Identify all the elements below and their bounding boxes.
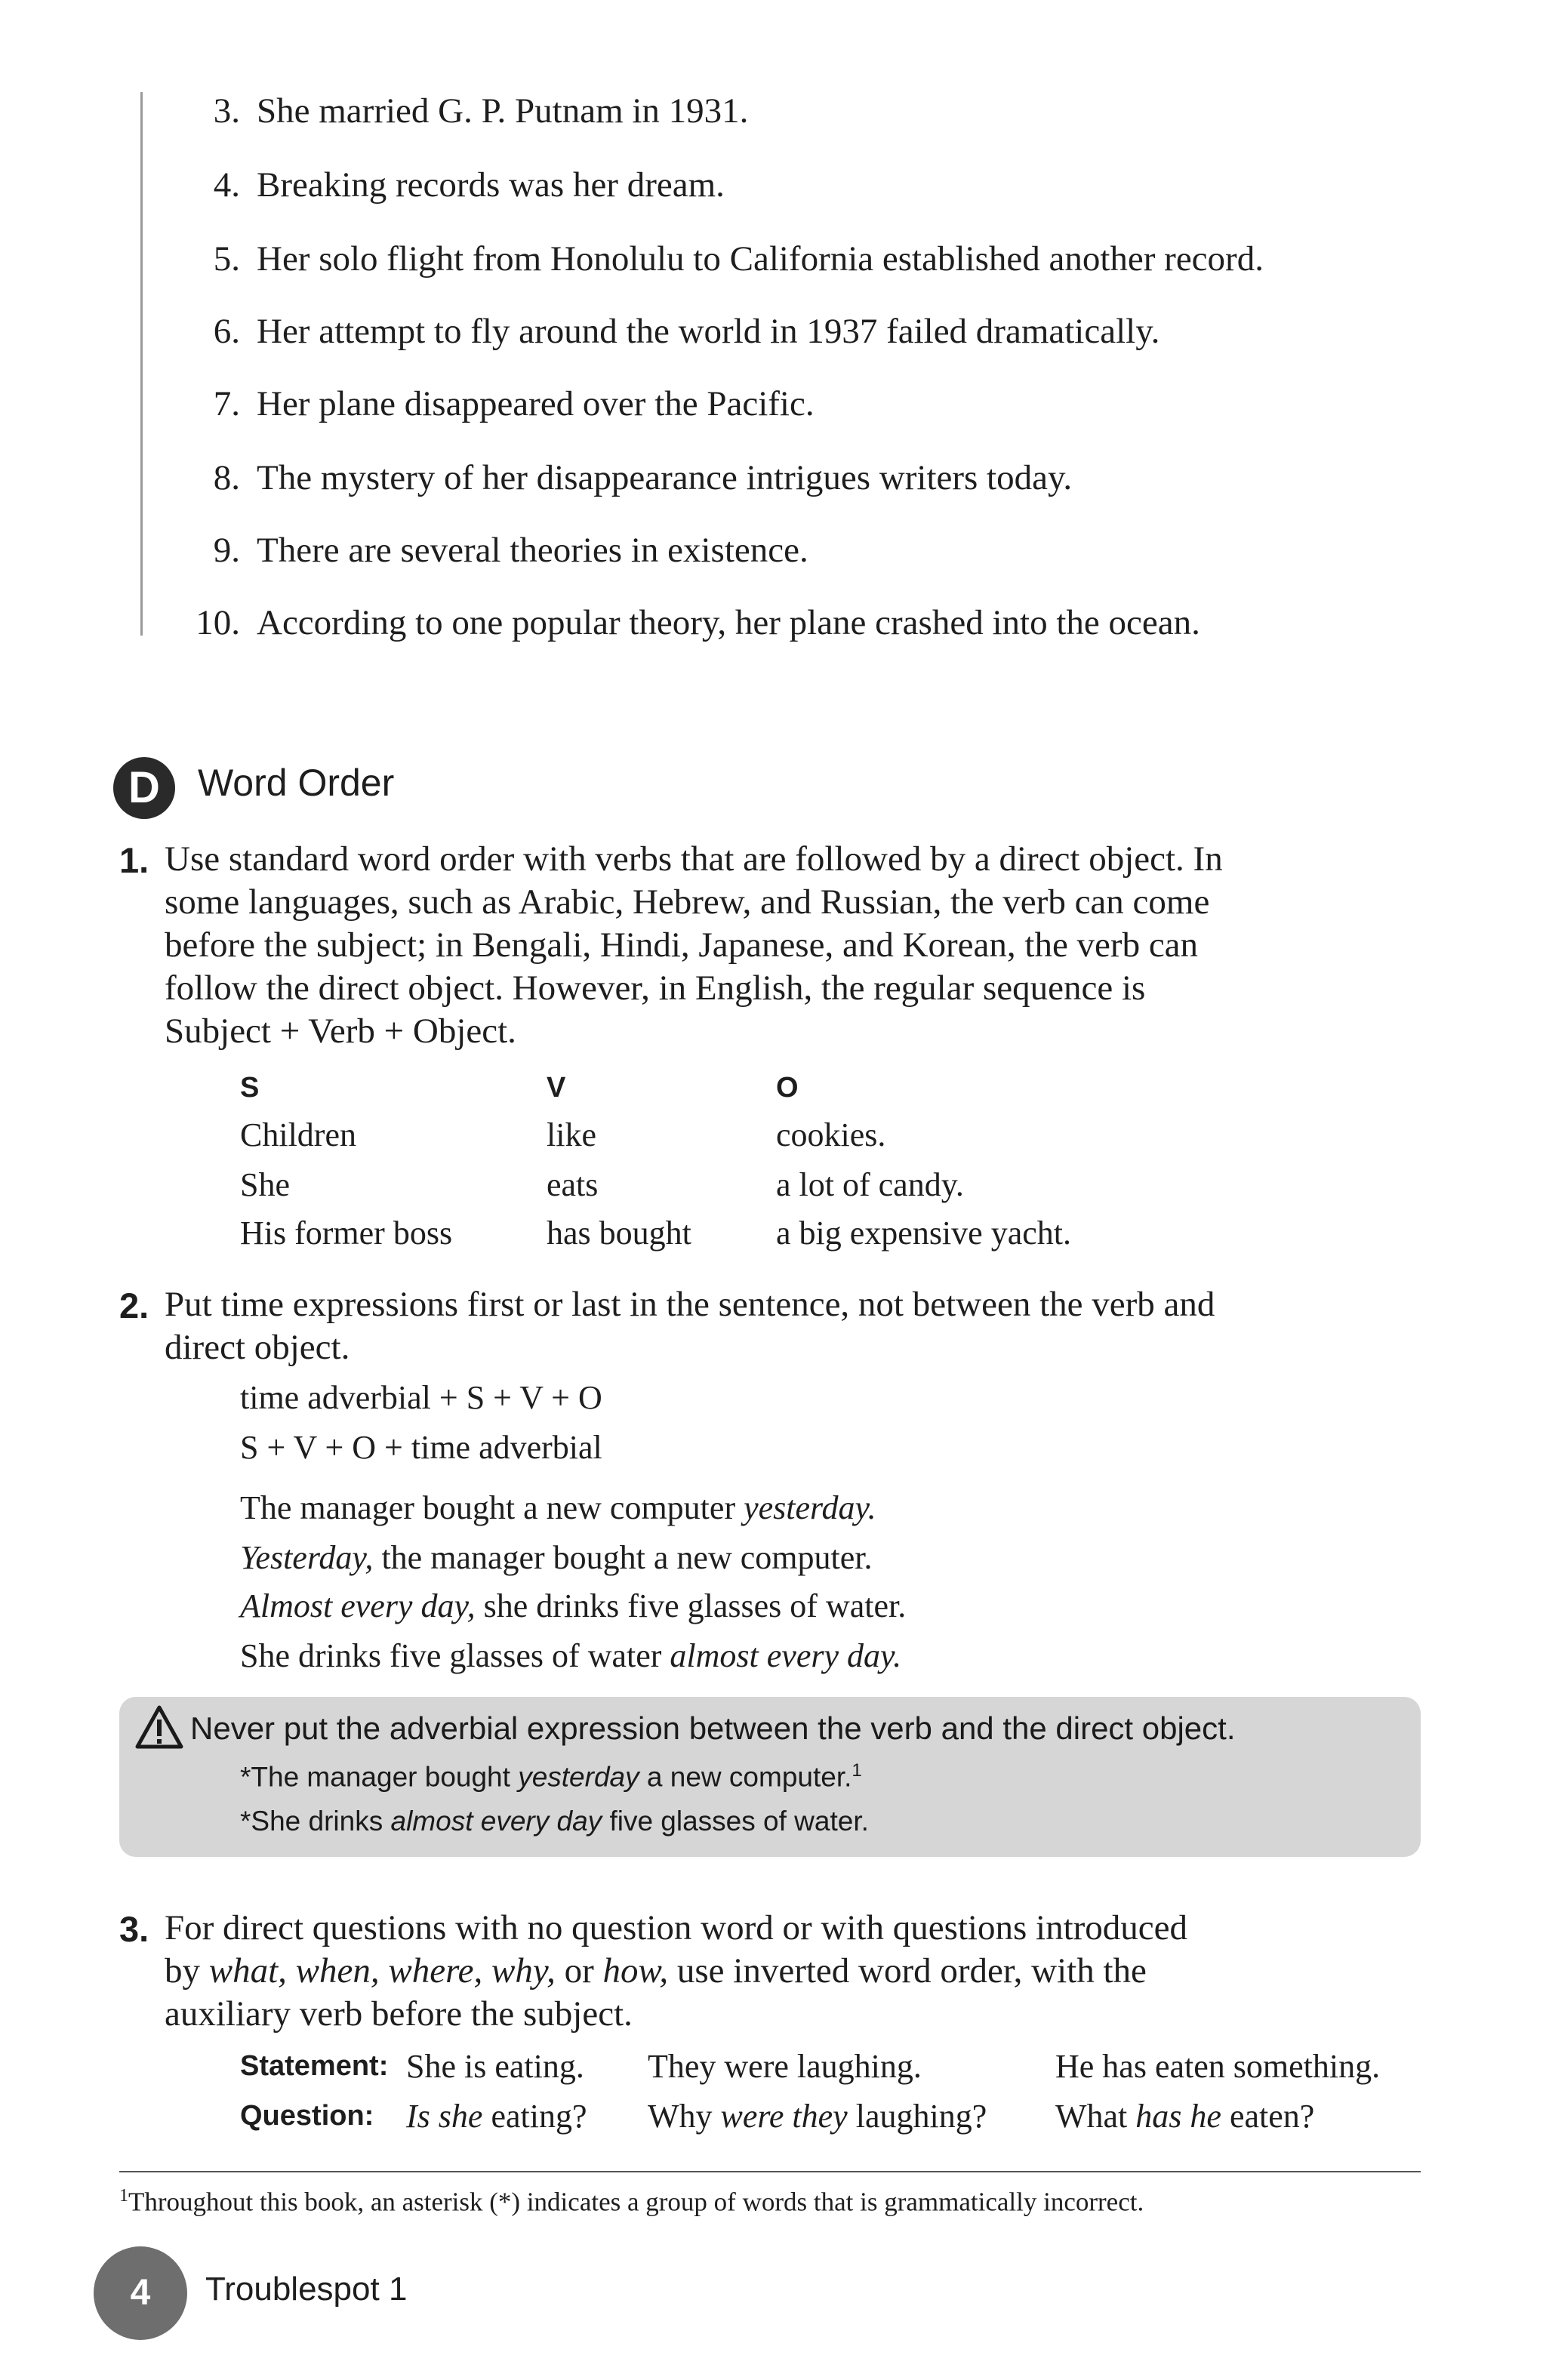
item-text: Her plane disappeared over the Pacific. [257,384,815,423]
question-example: What has he eaten? [1055,2098,1315,2135]
table-cell: eats [547,1166,599,1203]
paragraph-line: Use standard word order with verbs that are followed by a direct object. In [165,839,1223,879]
item-number: 3. [213,91,240,131]
page-number-badge: 4 [94,2246,187,2340]
statement-example: She is eating. [406,2048,584,2085]
item-number: 9. [213,531,240,570]
paragraph-line: For direct questions with no question word or with questions introduced [165,1908,1188,1947]
list-item [181,311,1160,352]
footnote-divider [119,2171,1421,2172]
item-number: 4. [213,165,240,205]
paragraph-line: Subject + Verb + Object. [165,1011,516,1051]
table-header: O [776,1072,799,1104]
paragraph-line: direct object. [165,1328,350,1367]
table-cell: cookies. [776,1116,886,1153]
example-sentence: Almost every day, she drinks five glasses of water. [240,1587,907,1624]
question-example: Why were they laughing? [648,2098,987,2135]
paragraph-line: follow the direct object. However, in English, the regular sequence is [165,968,1146,1008]
rule-1-paragraph [165,838,1433,1053]
item-text: There are several theories in existence. [257,531,808,570]
item-text: Breaking records was her dream. [257,165,725,205]
item-text: She married G. P. Putnam in 1931. [257,91,749,131]
statement-label: Statement: [240,2050,389,2082]
footnote: $^1$Throughout this book, an asterisk (*) indicates a group of words that is grammatically incorrect. [119,2186,1144,2217]
item-number: 6. [213,312,240,351]
example-sentence: She drinks five glasses of water almost every day. [240,1637,902,1674]
list-item [181,457,1072,498]
list-item [181,239,1264,279]
rule-number: 3. [119,1909,149,1949]
example-sentence: The manager bought a new computer yesterday. [240,1489,876,1526]
item-number: 5. [213,239,240,279]
item-number: 10. [196,603,240,642]
paragraph-line: Put time expressions first or last in the sentence, not between the verb and [165,1285,1215,1324]
table-cell: Children [240,1116,356,1153]
item-number: 7. [213,384,240,423]
list-item [181,165,725,205]
formula: time adverbial + S + V + O [240,1379,602,1416]
rule-2-paragraph [165,1283,1433,1369]
table-cell: like [547,1116,596,1153]
item-text: Her attempt to fly around the world in 1937 failed dramatically. [257,312,1160,351]
paragraph-line: before the subject; in Bengali, Hindi, Japanese, and Korean, the verb can [165,925,1199,965]
rule-3-paragraph [165,1907,1433,2036]
warning-heading: Never put the adverbial expression between the verb and the direct object. [190,1710,1236,1746]
warning-example: *The manager bought yesterday a new computer.$^1$ [240,1760,862,1793]
paragraph-line: some languages, such as Arabic, Hebrew, and Russian, the verb can come [165,882,1210,922]
question-example: Is she eating? [406,2098,587,2135]
item-number: 8. [213,458,240,497]
warning-triangle-icon [134,1704,184,1750]
running-footer-title: Troublespot 1 [205,2271,408,2308]
formula: S + V + O + time adverbial [240,1429,602,1466]
item-text: According to one popular theory, her plane crashed into the ocean. [257,603,1200,642]
list-item [181,602,1200,643]
section-title: Word Order [198,762,395,804]
list-item [181,383,815,424]
rule-number: 1. [119,840,149,880]
paragraph-line: auxiliary verb before the subject. [165,1994,633,2034]
table-cell: She [240,1166,290,1203]
rule-number: 2. [119,1285,149,1325]
paragraph-line: by what, when, where, why, or how, use inverted word order, with the [165,1951,1147,1991]
example-sentence: Yesterday, the manager bought a new computer. [240,1539,873,1576]
table-header: S [240,1072,260,1104]
table-cell: a lot of candy. [776,1166,964,1203]
statement-example: They were laughing. [648,2048,922,2085]
statement-example: He has eaten something. [1055,2048,1381,2085]
item-text: Her solo flight from Honolulu to California established another record. [257,239,1264,279]
question-label: Question: [240,2100,374,2132]
section-letter-badge: D [113,757,175,819]
table-cell: His former boss [240,1215,453,1252]
left-margin-bar [140,92,143,636]
item-text: The mystery of her disappearance intrigues writers today. [257,458,1073,497]
list-item [181,91,748,131]
table-cell: has bought [547,1215,691,1252]
table-cell: a big expensive yacht. [776,1215,1071,1252]
table-header: V [547,1072,566,1104]
warning-example: *She drinks almost every day five glasses of water. [240,1806,869,1837]
list-item [181,530,808,571]
